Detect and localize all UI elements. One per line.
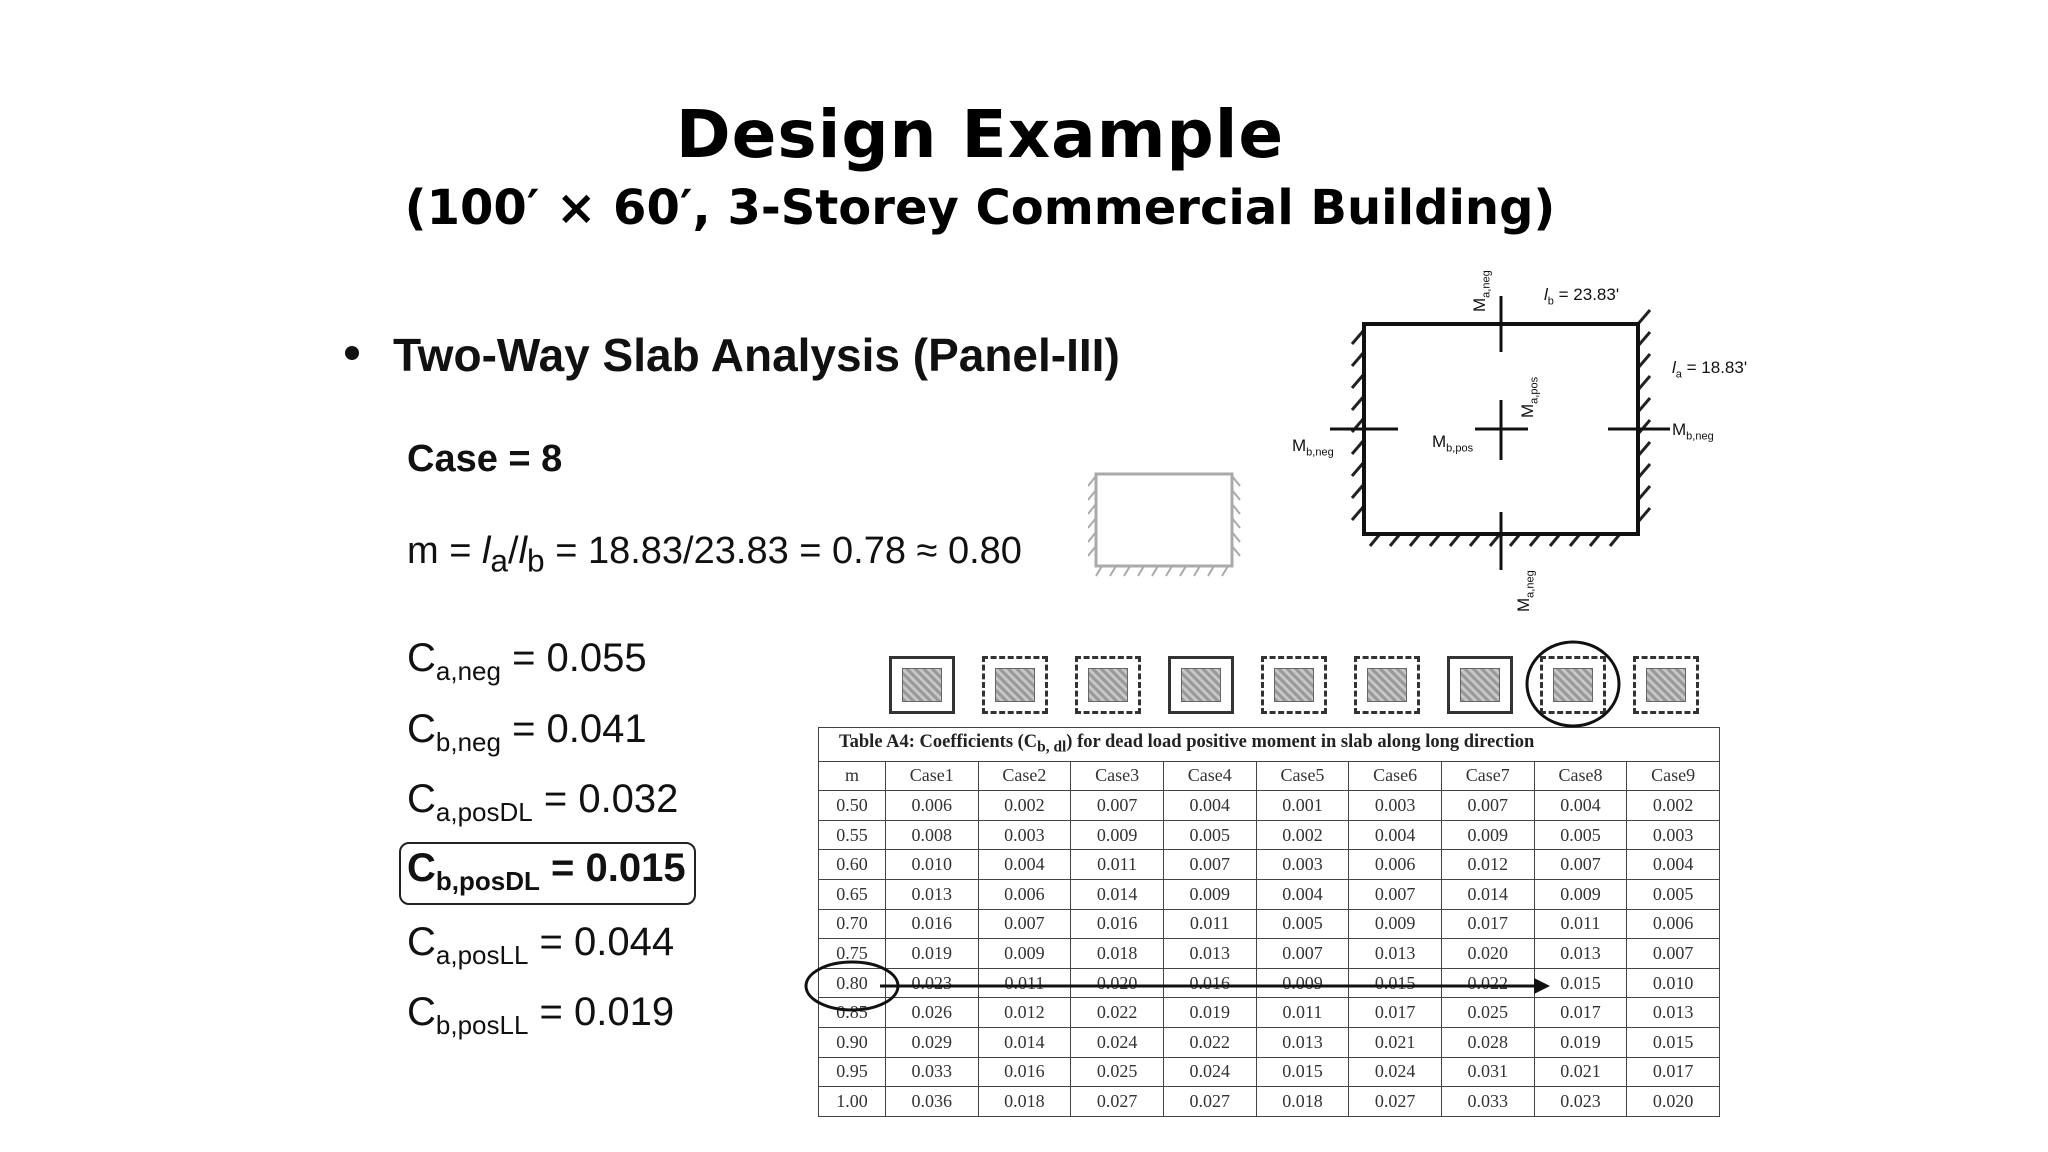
- table-cell: 0.001: [1256, 791, 1349, 821]
- slab-diagram: [1280, 280, 1770, 620]
- table-cell: 0.008: [885, 820, 978, 850]
- table-cell: 0.009: [1441, 820, 1534, 850]
- table-cell: 0.005: [1534, 820, 1627, 850]
- table-cell: 0.036: [885, 1087, 978, 1117]
- coef-a-neg: $C_{a,neg} = 0.055$: [407, 636, 647, 686]
- table-header-cell: m: [819, 761, 886, 791]
- ratio-prefix: m =: [407, 530, 482, 572]
- case6-icon: [1354, 656, 1420, 714]
- table-cell: 0.033: [885, 1057, 978, 1087]
- table-header-row: [819, 761, 1720, 791]
- table-cell: 0.011: [1534, 909, 1627, 939]
- table-cell: 0.004: [1163, 791, 1256, 821]
- table-cell: 0.018: [1071, 939, 1164, 969]
- table-cell: 0.024: [1349, 1057, 1442, 1087]
- table-header-cell: Case7: [1441, 761, 1534, 791]
- table-cell: 0.006: [1627, 909, 1720, 939]
- table-cell: 0.019: [1163, 998, 1256, 1028]
- table-cell: 0.004: [1349, 820, 1442, 850]
- ma-pos-label: $M_{a,pos}$: [1518, 376, 1541, 418]
- table-m-cell: 0.85: [819, 998, 886, 1028]
- table-body: [819, 791, 1720, 1117]
- table-cell: 0.017: [1441, 909, 1534, 939]
- table-row: [819, 1087, 1720, 1117]
- table-cell: 0.003: [1256, 850, 1349, 880]
- table-m-cell: 1.00: [819, 1087, 886, 1117]
- mb-neg-left-label: $M_{b,neg}$: [1292, 436, 1334, 459]
- page-subtitle: (100′ × 60′, 3-Storey Commercial Building): [404, 180, 1556, 236]
- table-header-cell: Case4: [1163, 761, 1256, 791]
- table-cell: 0.015: [1256, 1057, 1349, 1087]
- table-row: [819, 820, 1720, 850]
- table-cell: 0.025: [1071, 1057, 1164, 1087]
- table-cell: 0.009: [1071, 820, 1164, 850]
- table-header-cell: Case2: [978, 761, 1071, 791]
- table-cell: 0.009: [1163, 880, 1256, 910]
- case-sketch: [1088, 466, 1248, 582]
- table-cell: 0.016: [1163, 968, 1256, 998]
- ratio-lb-sub: b: [527, 542, 545, 579]
- table-cell: 0.013: [1256, 1028, 1349, 1058]
- ratio-rest: = 18.83/23.83 = 0.78 ≈ 0.80: [544, 530, 1022, 572]
- table-cell: 0.014: [978, 1028, 1071, 1058]
- table-cell: 0.002: [978, 791, 1071, 821]
- bullet-text: Two-Way Slab Analysis (Panel-III): [393, 329, 1120, 381]
- table-m-cell: 0.80: [819, 968, 886, 998]
- table-cell: 0.031: [1441, 1057, 1534, 1087]
- table-cell: 0.010: [1627, 968, 1720, 998]
- table-cell: 0.007: [1627, 939, 1720, 969]
- table-cell: 0.007: [1349, 880, 1442, 910]
- ratio-slash: /: [508, 530, 519, 572]
- la-label: $l_a = 18.83'$: [1672, 358, 1748, 381]
- case-sketch-hatch: [1088, 476, 1240, 576]
- table-cell: 0.014: [1441, 880, 1534, 910]
- table-row: [819, 1028, 1720, 1058]
- table-cell: 0.004: [1534, 791, 1627, 821]
- coefficients-table: [818, 727, 1720, 1117]
- table-m-cell: 0.50: [819, 791, 886, 821]
- table-cell: 0.017: [1534, 998, 1627, 1028]
- table-cell: 0.018: [978, 1087, 1071, 1117]
- moment-marks: [1330, 296, 1670, 570]
- table-cell: 0.013: [1349, 939, 1442, 969]
- table-cell: 0.013: [1627, 998, 1720, 1028]
- table-cell: 0.020: [1071, 968, 1164, 998]
- table-m-cell: 0.75: [819, 939, 886, 969]
- table-cell: 0.007: [1071, 791, 1164, 821]
- table-cell: 0.011: [1163, 909, 1256, 939]
- coef-a-posdl: $C_{a,posDL} = 0.032$: [407, 777, 679, 827]
- table-cell: 0.013: [1163, 939, 1256, 969]
- table-m-cell: 0.95: [819, 1057, 886, 1087]
- table-cell: 0.020: [1627, 1087, 1720, 1117]
- table-cell: 0.012: [978, 998, 1071, 1028]
- table-row: [819, 939, 1720, 969]
- table-m-cell: 0.70: [819, 909, 886, 939]
- table-header-cell: Case5: [1256, 761, 1349, 791]
- table-cell: 0.019: [885, 939, 978, 969]
- ma-neg-top-label: $M_{a,neg}$: [1470, 270, 1493, 312]
- table-cell: 0.004: [978, 850, 1071, 880]
- case1-icon: [889, 656, 955, 714]
- table-row: [819, 850, 1720, 880]
- table-cell: 0.003: [1627, 820, 1720, 850]
- table-cell: 0.011: [978, 968, 1071, 998]
- table-cell: 0.004: [1627, 850, 1720, 880]
- coef-a-posll: $C_{a,posLL} = 0.044$: [407, 920, 675, 970]
- table-cell: 0.006: [1349, 850, 1442, 880]
- coef-b-posdl-highlight: $C_{b,posDL} = 0.015$: [399, 842, 696, 905]
- mb-pos-label: $M_{b,pos}$: [1432, 432, 1474, 455]
- lb-label: $l_b = 23.83'$: [1544, 285, 1620, 308]
- table-cell: 0.029: [885, 1028, 978, 1058]
- table-cell: 0.022: [1071, 998, 1164, 1028]
- table-caption: Table A4: Coefficients $(C_{b, dl})$ for dead load positive moment in slab along long direction: [818, 727, 1720, 761]
- table-cell: 0.007: [1163, 850, 1256, 880]
- table-cell: 0.005: [1627, 880, 1720, 910]
- table-cell: 0.021: [1534, 1057, 1627, 1087]
- table-cell: 0.006: [978, 880, 1071, 910]
- case3-icon: [1075, 656, 1141, 714]
- table-cell: 0.018: [1256, 1087, 1349, 1117]
- ma-neg-bottom-label: $M_{a,neg}$: [1514, 570, 1537, 612]
- table-cell: 0.020: [1441, 939, 1534, 969]
- page-title: Design Example: [675, 96, 1285, 173]
- table-cell: 0.021: [1349, 1028, 1442, 1058]
- table-cell: 0.003: [1349, 791, 1442, 821]
- mb-neg-right-label: $M_{b,neg}$: [1672, 420, 1714, 443]
- coef-b-neg: $C_{b,neg} = 0.041$: [407, 707, 647, 757]
- ratio-la-sub: a: [490, 542, 509, 579]
- table-row: [819, 791, 1720, 821]
- table-cell: 0.015: [1534, 968, 1627, 998]
- table-row: [819, 880, 1720, 910]
- table-cell: 0.005: [1256, 909, 1349, 939]
- table-cell: 0.033: [1441, 1087, 1534, 1117]
- table-m-cell: 0.90: [819, 1028, 886, 1058]
- table-cell: 0.023: [885, 968, 978, 998]
- table-header-cell: Case1: [885, 761, 978, 791]
- ratio-la: l: [481, 530, 491, 572]
- table-cell: 0.015: [1627, 1028, 1720, 1058]
- case5-icon: [1261, 656, 1327, 714]
- table-header-cell: Case9: [1627, 761, 1720, 791]
- table-cell: 0.006: [885, 791, 978, 821]
- case7-icon: [1447, 656, 1513, 714]
- table-cell: 0.004: [1256, 880, 1349, 910]
- table-cell: 0.007: [1534, 850, 1627, 880]
- table-cell: 0.026: [885, 998, 978, 1028]
- table-cell: 0.027: [1163, 1087, 1256, 1117]
- table-cell: 0.013: [1534, 939, 1627, 969]
- bullet-dot-icon: [345, 346, 359, 360]
- table-cell: 0.013: [885, 880, 978, 910]
- table-cell: 0.014: [1071, 880, 1164, 910]
- table-m-cell: 0.60: [819, 850, 886, 880]
- table-row: [819, 1057, 1720, 1087]
- table-m-cell: 0.65: [819, 880, 886, 910]
- table-cell: 0.007: [978, 909, 1071, 939]
- table-cell: 0.027: [1349, 1087, 1442, 1117]
- table-cell: 0.011: [1071, 850, 1164, 880]
- table-cell: 0.002: [1256, 820, 1349, 850]
- table-cell: 0.024: [1071, 1028, 1164, 1058]
- table-cell: 0.016: [1071, 909, 1164, 939]
- table-header-cell: Case3: [1071, 761, 1164, 791]
- table-row: [819, 968, 1720, 998]
- table-cell: 0.009: [978, 939, 1071, 969]
- table-cell: 0.027: [1071, 1087, 1164, 1117]
- table-cell: 0.010: [885, 850, 978, 880]
- table-cell: 0.012: [1441, 850, 1534, 880]
- table-cell: 0.009: [1256, 968, 1349, 998]
- table-cell: 0.017: [1627, 1057, 1720, 1087]
- table-row: [819, 998, 1720, 1028]
- table-cell: 0.025: [1441, 998, 1534, 1028]
- table-row: [819, 909, 1720, 939]
- table-cell: 0.009: [1534, 880, 1627, 910]
- table-cell: 0.015: [1349, 968, 1442, 998]
- table-cell: 0.022: [1441, 968, 1534, 998]
- bullet-item: [345, 328, 1120, 382]
- table-cell: 0.023: [1534, 1087, 1627, 1117]
- table-cell: 0.007: [1256, 939, 1349, 969]
- case9-icon: [1633, 656, 1699, 714]
- table-cell: 0.028: [1441, 1028, 1534, 1058]
- case2-icon: [982, 656, 1048, 714]
- table-cell: 0.019: [1534, 1028, 1627, 1058]
- table-cell: 0.016: [978, 1057, 1071, 1087]
- ratio-line: [407, 530, 1022, 580]
- table-cell: 0.002: [1627, 791, 1720, 821]
- table-cell: 0.007: [1441, 791, 1534, 821]
- table-cell: 0.022: [1163, 1028, 1256, 1058]
- table-cell: 0.011: [1256, 998, 1349, 1028]
- ratio-lb: l: [518, 530, 528, 572]
- table-header-cell: Case8: [1534, 761, 1627, 791]
- table-cell: 0.017: [1349, 998, 1442, 1028]
- table-cell: 0.005: [1163, 820, 1256, 850]
- case-line: Case = 8: [407, 438, 563, 480]
- case8-icon: [1540, 656, 1606, 714]
- table-m-cell: 0.55: [819, 820, 886, 850]
- table-cell: 0.024: [1163, 1057, 1256, 1087]
- case4-icon: [1168, 656, 1234, 714]
- table-cell: 0.009: [1349, 909, 1442, 939]
- table-cell: 0.016: [885, 909, 978, 939]
- table-header-cell: Case6: [1349, 761, 1442, 791]
- table-cell: 0.003: [978, 820, 1071, 850]
- coef-b-posll: $C_{b,posLL} = 0.019$: [407, 990, 675, 1040]
